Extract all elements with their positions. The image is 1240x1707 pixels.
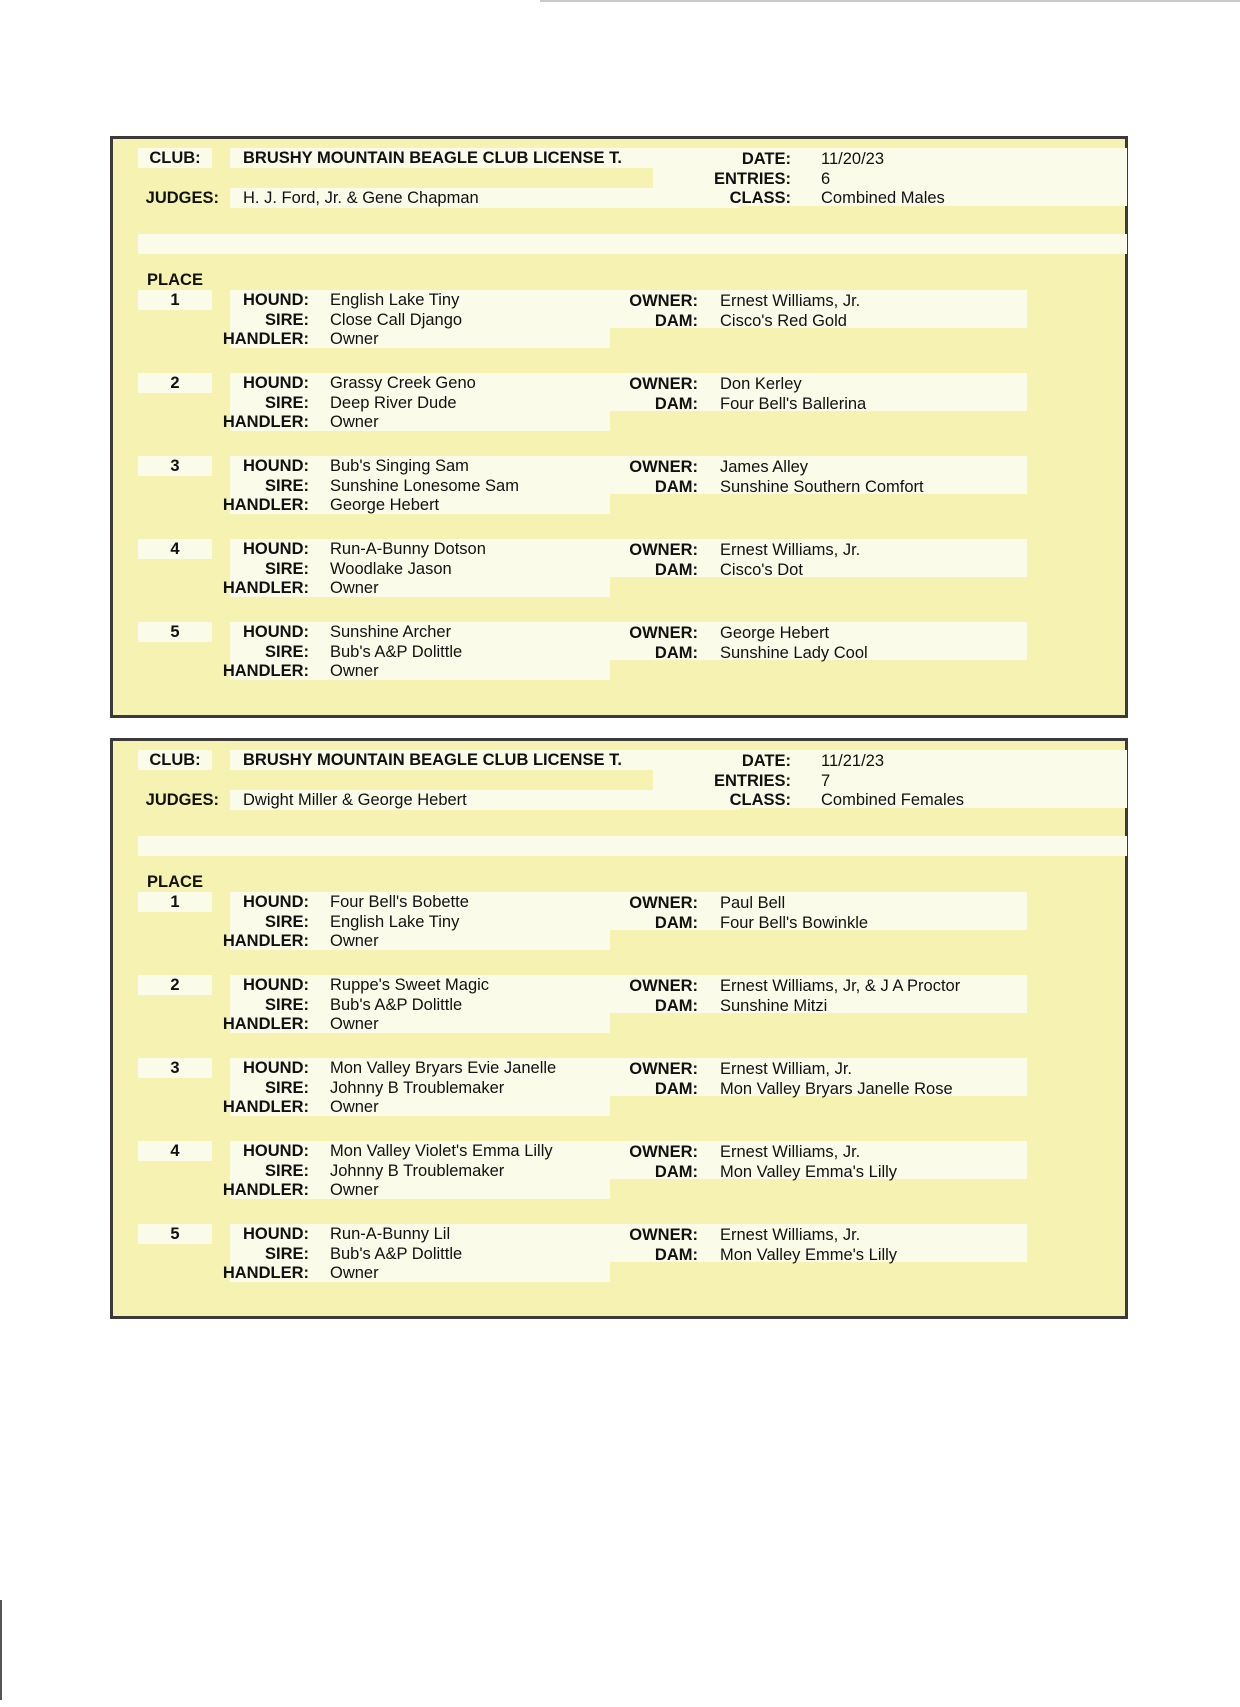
place-number: 3	[138, 456, 212, 476]
handler-label: HANDLER:	[222, 662, 309, 680]
place-header: PLACE	[147, 271, 203, 289]
owner-label: OWNER:	[629, 1226, 698, 1244]
dam-label: DAM:	[654, 312, 698, 330]
date-value: 11/21/23	[821, 752, 885, 770]
class-label: CLASS:	[729, 791, 791, 809]
sire-label: SIRE:	[264, 477, 309, 495]
place-number: 4	[138, 539, 212, 559]
entries-value: 6	[821, 170, 831, 188]
owner-name: James Alley	[720, 458, 809, 476]
sire-name: Deep River Dude	[330, 394, 457, 412]
handler-label: HANDLER:	[222, 1098, 309, 1116]
owner-name: George Hebert	[720, 624, 830, 642]
place-header: PLACE	[147, 873, 203, 891]
scan-edge-mark	[0, 1600, 2, 1700]
hound-label: HOUND:	[243, 540, 309, 558]
hound-label: HOUND:	[243, 1225, 309, 1243]
handler-label: HANDLER:	[222, 330, 309, 348]
handler-label: HANDLER:	[222, 1264, 309, 1282]
dam-label: DAM:	[654, 395, 698, 413]
club-label: CLUB:	[149, 751, 201, 769]
hound-name: Run-A-Bunny Dotson	[330, 540, 486, 558]
dam-label: DAM:	[654, 478, 698, 496]
placing-entry	[113, 892, 1125, 954]
dam-name: Sunshine Southern Comfort	[720, 478, 924, 496]
dam-name: Mon Valley Bryars Janelle Rose	[720, 1080, 953, 1098]
hound-name: Four Bell's Bobette	[330, 893, 469, 911]
sire-name: Bub's A&P Dolittle	[330, 996, 463, 1014]
owner-label: OWNER:	[629, 624, 698, 642]
place-number: 1	[138, 892, 212, 912]
entries-label: ENTRIES:	[713, 772, 791, 790]
place-number: 2	[138, 373, 212, 393]
sire-name: Bub's A&P Dolittle	[330, 1245, 463, 1263]
place-number: 5	[138, 1224, 212, 1244]
placing-entry	[113, 975, 1125, 1037]
judges-label: JUDGES:	[145, 791, 219, 809]
sire-name: English Lake Tiny	[330, 913, 460, 931]
handler-name: Owner	[330, 1098, 379, 1116]
class-label: CLASS:	[729, 189, 791, 207]
place-number: 4	[138, 1141, 212, 1161]
hound-name: Mon Valley Bryars Evie Janelle	[330, 1059, 557, 1077]
spacer-band	[138, 234, 1127, 254]
placing-entry	[113, 373, 1125, 435]
owner-name: Don Kerley	[720, 375, 802, 393]
dam-label: DAM:	[654, 1080, 698, 1098]
sire-name: Woodlake Jason	[330, 560, 452, 578]
placing-entry	[113, 1058, 1125, 1120]
owner-label: OWNER:	[629, 541, 698, 559]
dam-name: Sunshine Lady Cool	[720, 644, 868, 662]
hound-name: English Lake Tiny	[330, 291, 460, 309]
placing-entry	[113, 539, 1125, 601]
dam-label: DAM:	[654, 644, 698, 662]
date-label: DATE:	[741, 150, 791, 168]
owner-label: OWNER:	[629, 894, 698, 912]
handler-name: Owner	[330, 413, 379, 431]
handler-name: Owner	[330, 662, 379, 680]
date-label: DATE:	[741, 752, 791, 770]
place-number: 5	[138, 622, 212, 642]
handler-name: Owner	[330, 1181, 379, 1199]
dam-label: DAM:	[654, 1246, 698, 1264]
hound-label: HOUND:	[243, 1059, 309, 1077]
owner-name: Ernest Williams, Jr.	[720, 1143, 861, 1161]
sire-name: Bub's A&P Dolittle	[330, 643, 463, 661]
hound-label: HOUND:	[243, 976, 309, 994]
handler-name: Owner	[330, 1264, 379, 1282]
hound-label: HOUND:	[243, 1142, 309, 1160]
dam-name: Mon Valley Emme's Lilly	[720, 1246, 898, 1264]
handler-name: Owner	[330, 932, 379, 950]
owner-label: OWNER:	[629, 1143, 698, 1161]
hound-name: Mon Valley Violet's Emma Lilly	[330, 1142, 553, 1160]
club-name: BRUSHY MOUNTAIN BEAGLE CLUB LICENSE T.	[243, 149, 622, 167]
judges-value: Dwight Miller & George Hebert	[243, 791, 467, 809]
dam-name: Four Bell's Bowinkle	[720, 914, 869, 932]
entries-value: 7	[821, 772, 831, 790]
handler-label: HANDLER:	[222, 413, 309, 431]
sire-name: Sunshine Lonesome Sam	[330, 477, 519, 495]
hound-label: HOUND:	[243, 291, 309, 309]
placing-entry	[113, 1224, 1125, 1286]
owner-name: Ernest William, Jr.	[720, 1060, 853, 1078]
owner-label: OWNER:	[629, 458, 698, 476]
dam-label: DAM:	[654, 914, 698, 932]
judges-value: H. J. Ford, Jr. & Gene Chapman	[243, 189, 479, 207]
dam-label: DAM:	[654, 561, 698, 579]
placing-entry	[113, 1141, 1125, 1203]
owner-name: Ernest Williams, Jr, & J A Proctor	[720, 977, 961, 995]
place-number: 1	[138, 290, 212, 310]
sire-name: Johnny B Troublemaker	[330, 1079, 505, 1097]
owner-label: OWNER:	[629, 292, 698, 310]
dam-name: Mon Valley Emma's Lilly	[720, 1163, 898, 1181]
class-value: Combined Females	[821, 791, 965, 809]
handler-label: HANDLER:	[222, 932, 309, 950]
owner-name: Ernest Williams, Jr.	[720, 1226, 861, 1244]
owner-label: OWNER:	[629, 1060, 698, 1078]
class-value: Combined Males	[821, 189, 945, 207]
sire-label: SIRE:	[264, 913, 309, 931]
handler-name: Owner	[330, 330, 379, 348]
owner-label: OWNER:	[629, 977, 698, 995]
handler-label: HANDLER:	[222, 496, 309, 514]
club-name: BRUSHY MOUNTAIN BEAGLE CLUB LICENSE T.	[243, 751, 622, 769]
placing-entry	[113, 456, 1125, 518]
spacer-band	[138, 836, 1127, 856]
owner-name: Ernest Williams, Jr.	[720, 541, 861, 559]
hound-label: HOUND:	[243, 457, 309, 475]
sire-label: SIRE:	[264, 394, 309, 412]
hound-name: Ruppe's Sweet Magic	[330, 976, 490, 994]
entries-label: ENTRIES:	[713, 170, 791, 188]
place-number: 2	[138, 975, 212, 995]
sire-label: SIRE:	[264, 560, 309, 578]
sire-label: SIRE:	[264, 1245, 309, 1263]
hound-name: Bub's Singing Sam	[330, 457, 469, 475]
date-value: 11/20/23	[821, 150, 885, 168]
handler-name: Owner	[330, 1015, 379, 1033]
owner-label: OWNER:	[629, 375, 698, 393]
sire-name: Close Call Django	[330, 311, 463, 329]
hound-label: HOUND:	[243, 893, 309, 911]
dam-name: Four Bell's Ballerina	[720, 395, 867, 413]
owner-name: Ernest Williams, Jr.	[720, 292, 861, 310]
handler-label: HANDLER:	[222, 1015, 309, 1033]
results-card	[110, 136, 1128, 718]
hound-name: Grassy Creek Geno	[330, 374, 476, 392]
judges-label: JUDGES:	[145, 189, 219, 207]
hound-name: Run-A-Bunny Lil	[330, 1225, 451, 1243]
placing-entry	[113, 290, 1125, 352]
club-label: CLUB:	[149, 149, 201, 167]
sire-name: Johnny B Troublemaker	[330, 1162, 505, 1180]
owner-name: Paul Bell	[720, 894, 786, 912]
sire-label: SIRE:	[264, 1079, 309, 1097]
hound-label: HOUND:	[243, 374, 309, 392]
dam-label: DAM:	[654, 997, 698, 1015]
place-number: 3	[138, 1058, 212, 1078]
results-card	[110, 738, 1128, 1319]
dam-name: Cisco's Red Gold	[720, 312, 847, 330]
dam-label: DAM:	[654, 1163, 698, 1181]
dam-name: Cisco's Dot	[720, 561, 803, 579]
handler-name: George Hebert	[330, 496, 440, 514]
hound-name: Sunshine Archer	[330, 623, 452, 641]
dam-name: Sunshine Mitzi	[720, 997, 828, 1015]
handler-label: HANDLER:	[222, 1181, 309, 1199]
handler-name: Owner	[330, 579, 379, 597]
sire-label: SIRE:	[264, 311, 309, 329]
scan-edge-line	[540, 0, 1240, 2]
sire-label: SIRE:	[264, 996, 309, 1014]
placing-entry	[113, 622, 1125, 684]
sire-label: SIRE:	[264, 643, 309, 661]
sire-label: SIRE:	[264, 1162, 309, 1180]
handler-label: HANDLER:	[222, 579, 309, 597]
hound-label: HOUND:	[243, 623, 309, 641]
